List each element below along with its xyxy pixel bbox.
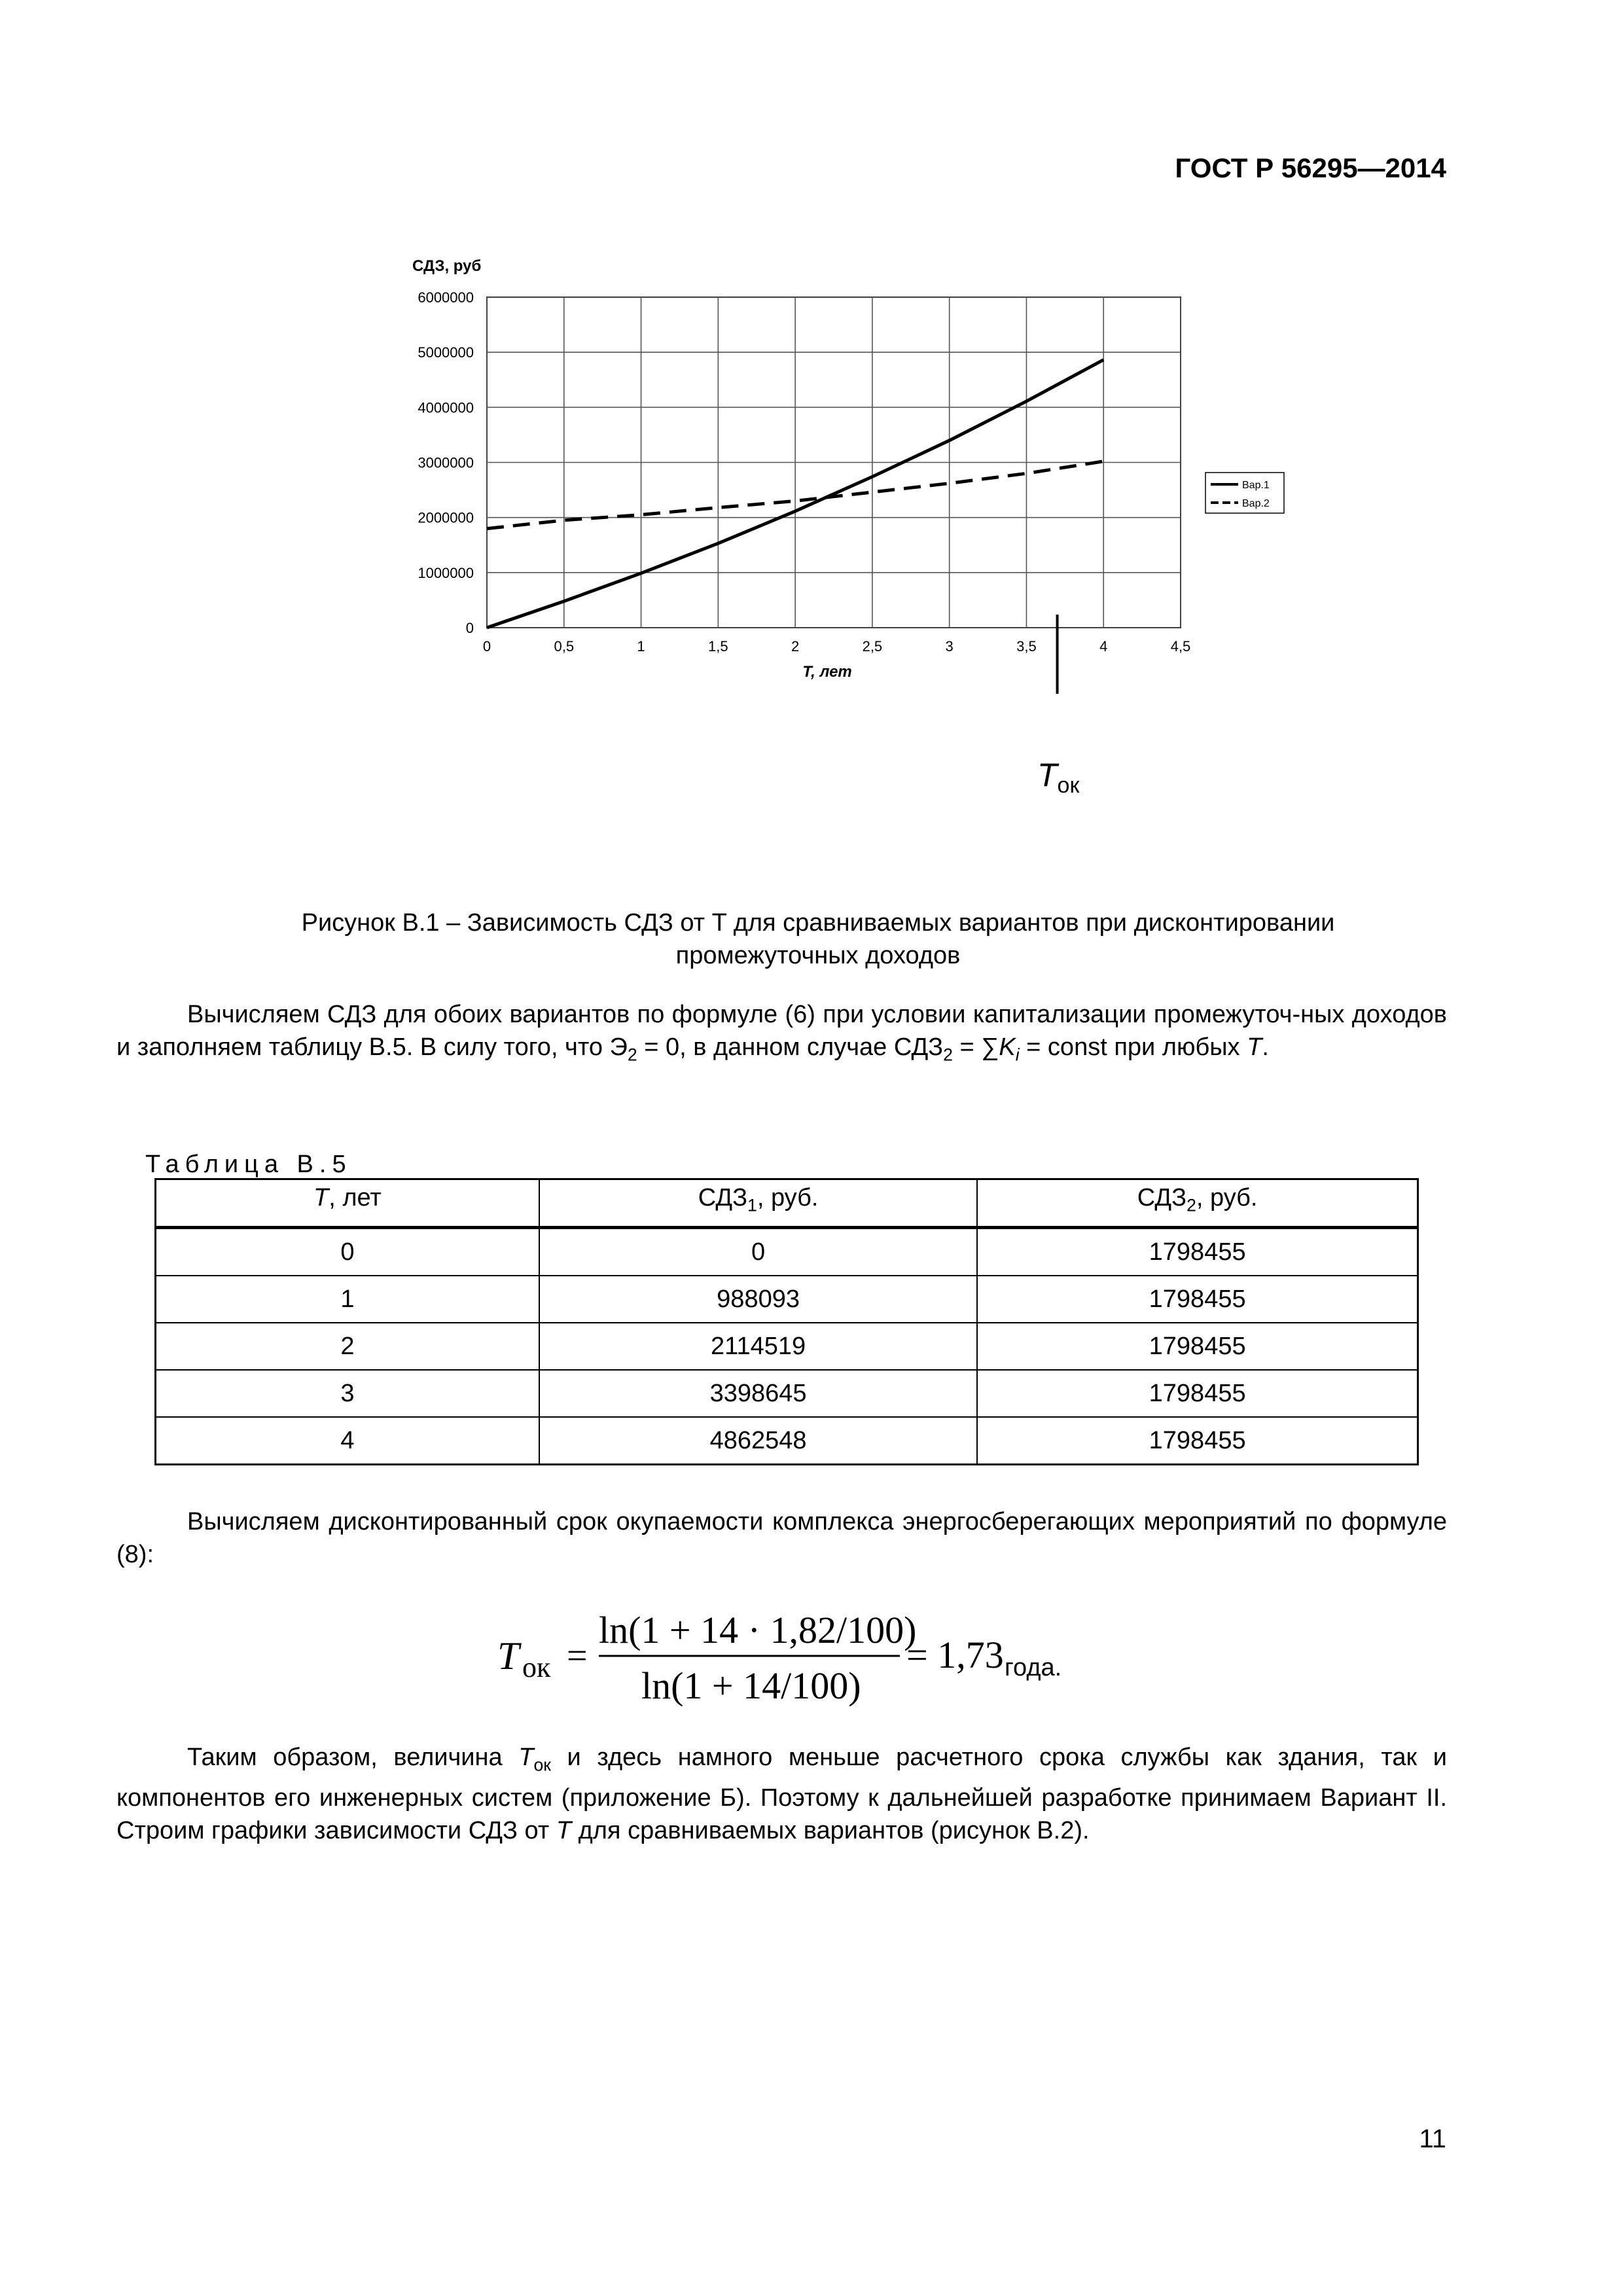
table-row: 2 2114519 1798455 [156,1323,1418,1370]
formula-numerator: ln(1 + 14 · 1,82/100) [599,1609,917,1651]
table-title: Таблица В.5 [145,1151,352,1178]
y-axis-label: СДЗ, руб [412,257,482,275]
legend-entry-2: Вар.2 [1242,498,1270,509]
x-tick-label: 0 [482,638,491,655]
y-tick-label: 5000000 [418,344,474,361]
svg-text:=: = [567,1636,588,1676]
table-header-row [156,1179,1418,1228]
header-sdz2: $СДЗ_2$, руб. [977,1179,1418,1228]
x-tick-label: 3 [945,638,954,655]
paragraph-1: Вычисляем СДЗ для обоих вариантов по формуле (6) при условии капитализации промежуточ-ных доходов и заполняем таблицу В.5. В силу того, что $Э_2 = 0$, в данном случае $СДЗ_2 = \sum K_i$ = const при любых T. [116,1001,1447,1065]
paragraph-2: Вычисляем дисконтированный срок окупаемости комплекса энергосберегающих мероприятий по формуле (8): [116,1508,1447,1568]
y-tick-label: 3000000 [418,454,474,471]
chart-annotation-tok: $T_{ок}$ [1037,757,1080,798]
table-row: 4 4862548 1798455 [156,1417,1418,1465]
y-tick-label: 6000000 [418,289,474,306]
x-tick-label: 2 [791,638,800,655]
x-tick-label: 1 [637,638,645,655]
x-tick-label: 4,5 [1170,638,1191,655]
x-axis-label: T, лет [802,663,852,681]
caption-line-1: Рисунок В.1 – Зависимость СДЗ от T для сравниваемых вариантов при дисконтировании [301,909,1335,937]
caption-line-2: промежуточных доходов [675,942,961,969]
x-tick-label: 3,5 [1016,638,1037,655]
x-tick-label: 1,5 [708,638,728,655]
document-header: ГОСТ Р 56295—2014 [1175,152,1446,183]
table-row: 3 3398645 1798455 [156,1370,1418,1417]
chart [380,249,1322,694]
table-row: 0 0 1798455 [156,1228,1418,1276]
y-tick-label: 2000000 [418,509,474,526]
y-tick-label: 0 [465,620,474,636]
figure-caption [118,906,1518,972]
formula [497,1597,1086,1715]
svg-text:T: T [497,1634,520,1677]
y-tick-label: 1000000 [418,564,474,581]
header-sdz1: $СДЗ_1$, руб. [539,1179,977,1228]
x-tick-label: 2,5 [862,638,883,655]
data-table [154,1178,1419,1465]
legend-entry-1: Вар.1 [1242,480,1270,491]
page-number: 11 [1419,2125,1446,2153]
formula-unit: года. [1005,1654,1062,1681]
paragraph-3: Таким образом, величина $T_{ок}$ и здесь намного меньше расчетного срока службы как здания, так и компонентов его инженерных систем (приложение Б). Поэтому к дальнейшей разработке принимаем Вариант II. Строим графики зависимости СДЗ от T для сравниваемых вариантов (рисунок В.2). [116,1744,1447,1844]
svg-text:ок: ок [522,1651,551,1683]
header-t: T, лет [156,1179,539,1228]
table-row: 1 988093 1798455 [156,1276,1418,1323]
formula-result: = 1,73 [906,1634,1004,1676]
formula-denominator: ln(1 + 14/100) [641,1664,861,1707]
y-tick-label: 4000000 [418,399,474,416]
x-tick-label: 0,5 [554,638,575,655]
x-tick-label: 4 [1099,638,1108,655]
